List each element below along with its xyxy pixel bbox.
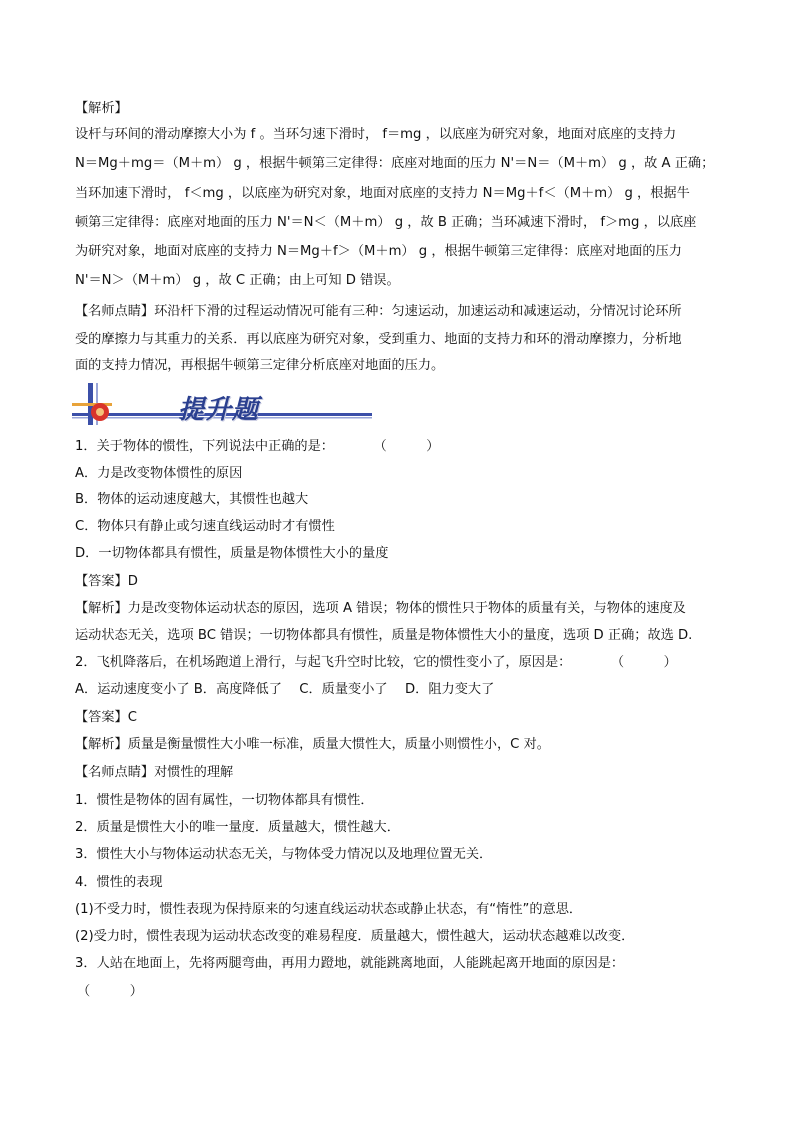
q2-analysis: 【解析】质量是衡量惯性大小唯一标准，质量大惯性大，质量小则惯性小，C 对。 (75, 737, 550, 752)
q2-tip-point-3: 3．惯性大小与物体运动状态无关，与物体受力情况以及地理位置无关． (75, 847, 493, 862)
tip-line-2: 受的摩擦力与其重力的关系．再以底座为研究对象，受到重力、地面的支持力和环的滑动摩擦力，分析地 (75, 332, 682, 347)
q1-answer: 【答案】D (75, 574, 138, 589)
q1-option-c: C．物体只有静止或匀速直线运动时才有惯性 (75, 519, 335, 534)
q2-tip-heading: 【名师点睛】对惯性的理解 (75, 765, 234, 780)
question-2: 2．飞机降落后，在机场跑道上滑行，与起飞升空时比较，它的惯性变小了，原因是： （ ） (75, 655, 677, 670)
analysis-line-5: 为研究对象，地面对底座的支持力 N＝Mg＋f＞（M＋m） g ，根据牛顿第三定律得：底座对地面的压力 (75, 244, 682, 259)
q2-options: A．运动速度变小了 B．高度降低了 C．质量变小了 D．阻力变大了 (75, 682, 495, 697)
analysis-heading: 【解析】 (75, 101, 128, 116)
q1-option-d: D．一切物体都具有惯性，质量是物体惯性大小的量度 (75, 546, 389, 561)
q1-analysis-line-2: 运动状态无关，选项 BC 错误；一切物体都具有惯性，质量是物体惯性大小的量度，选项 D 正确；故选 D. (75, 628, 693, 643)
q2-tip-sub-1: (1)不受力时，惯性表现为保持原来的匀速直线运动状态或静止状态，有“惰性”的意思． (75, 902, 583, 917)
analysis-line-2: N＝Mg＋mg＝（M＋m） g ，根据牛顿第三定律得：底座对地面的压力 N'＝N＝（M＋m） g ，故 A 正确； (75, 156, 715, 171)
q2-tip-point-2: 2．质量是惯性大小的唯一量度．质量越大，惯性越大． (75, 820, 400, 835)
q2-tip-point-4: 4．惯性的表现 (75, 875, 163, 890)
q2-answer: 【答案】C (75, 710, 137, 725)
q1-option-b: B．物体的运动速度越大，其惯性也越大 (75, 492, 309, 507)
analysis-line-3: 当环加速下滑时， f＜mg ，以底座为研究对象，地面对底座的支持力 N＝Mg＋f＜（M＋m） g ，根据牛 (75, 186, 690, 201)
q2-tip-sub-2: (2)受力时，惯性表现为运动状态改变的难易程度．质量越大，惯性越大，运动状态越难以改变． (75, 929, 635, 944)
analysis-line-4: 顿第三定律得：底座对地面的压力 N'＝N＜（M＋m） g ，故 B 正确；当环减速下滑时， f＞mg ，以底座 (75, 215, 697, 230)
tip-line-1: 【名师点睛】环沿杆下滑的过程运动情况可能有三种：匀速运动，加速运动和减速运动，分情况讨论环所 (75, 304, 682, 319)
q1-analysis-line-1: 【解析】力是改变物体运动状态的原因，选项 A 错误；物体的惯性只于物体的质量有关，与物体的速度及 (75, 601, 686, 616)
question-3: 3．人站在地面上，先将两腿弯曲，再用力蹬地，就能跳离地面，人能跳起离开地面的原因是： (75, 956, 625, 971)
section-banner (72, 383, 372, 425)
analysis-line-6: N'＝N＞（M＋m） g ，故 C 正确；由上可知 D 错误。 (75, 273, 400, 288)
q2-tip-point-1: 1．惯性是物体的固有属性，一切物体都具有惯性． (75, 793, 374, 808)
banner-title: 提升题 (178, 395, 260, 425)
q3-answer-blank: （ ） (77, 984, 143, 999)
analysis-line-1: 设杆与环间的滑动摩擦大小为 f 。当环匀速下滑时， f＝mg ，以底座为研究对象，地面对底座的支持力 (75, 127, 677, 142)
question-1: 1．关于物体的惯性，下列说法中正确的是： （ ） (75, 439, 440, 454)
tip-line-3: 面的支持力情况，再根据牛顿第三定律分析底座对地面的压力。 (75, 358, 445, 373)
q1-option-a: A．力是改变物体惯性的原因 (75, 466, 243, 481)
